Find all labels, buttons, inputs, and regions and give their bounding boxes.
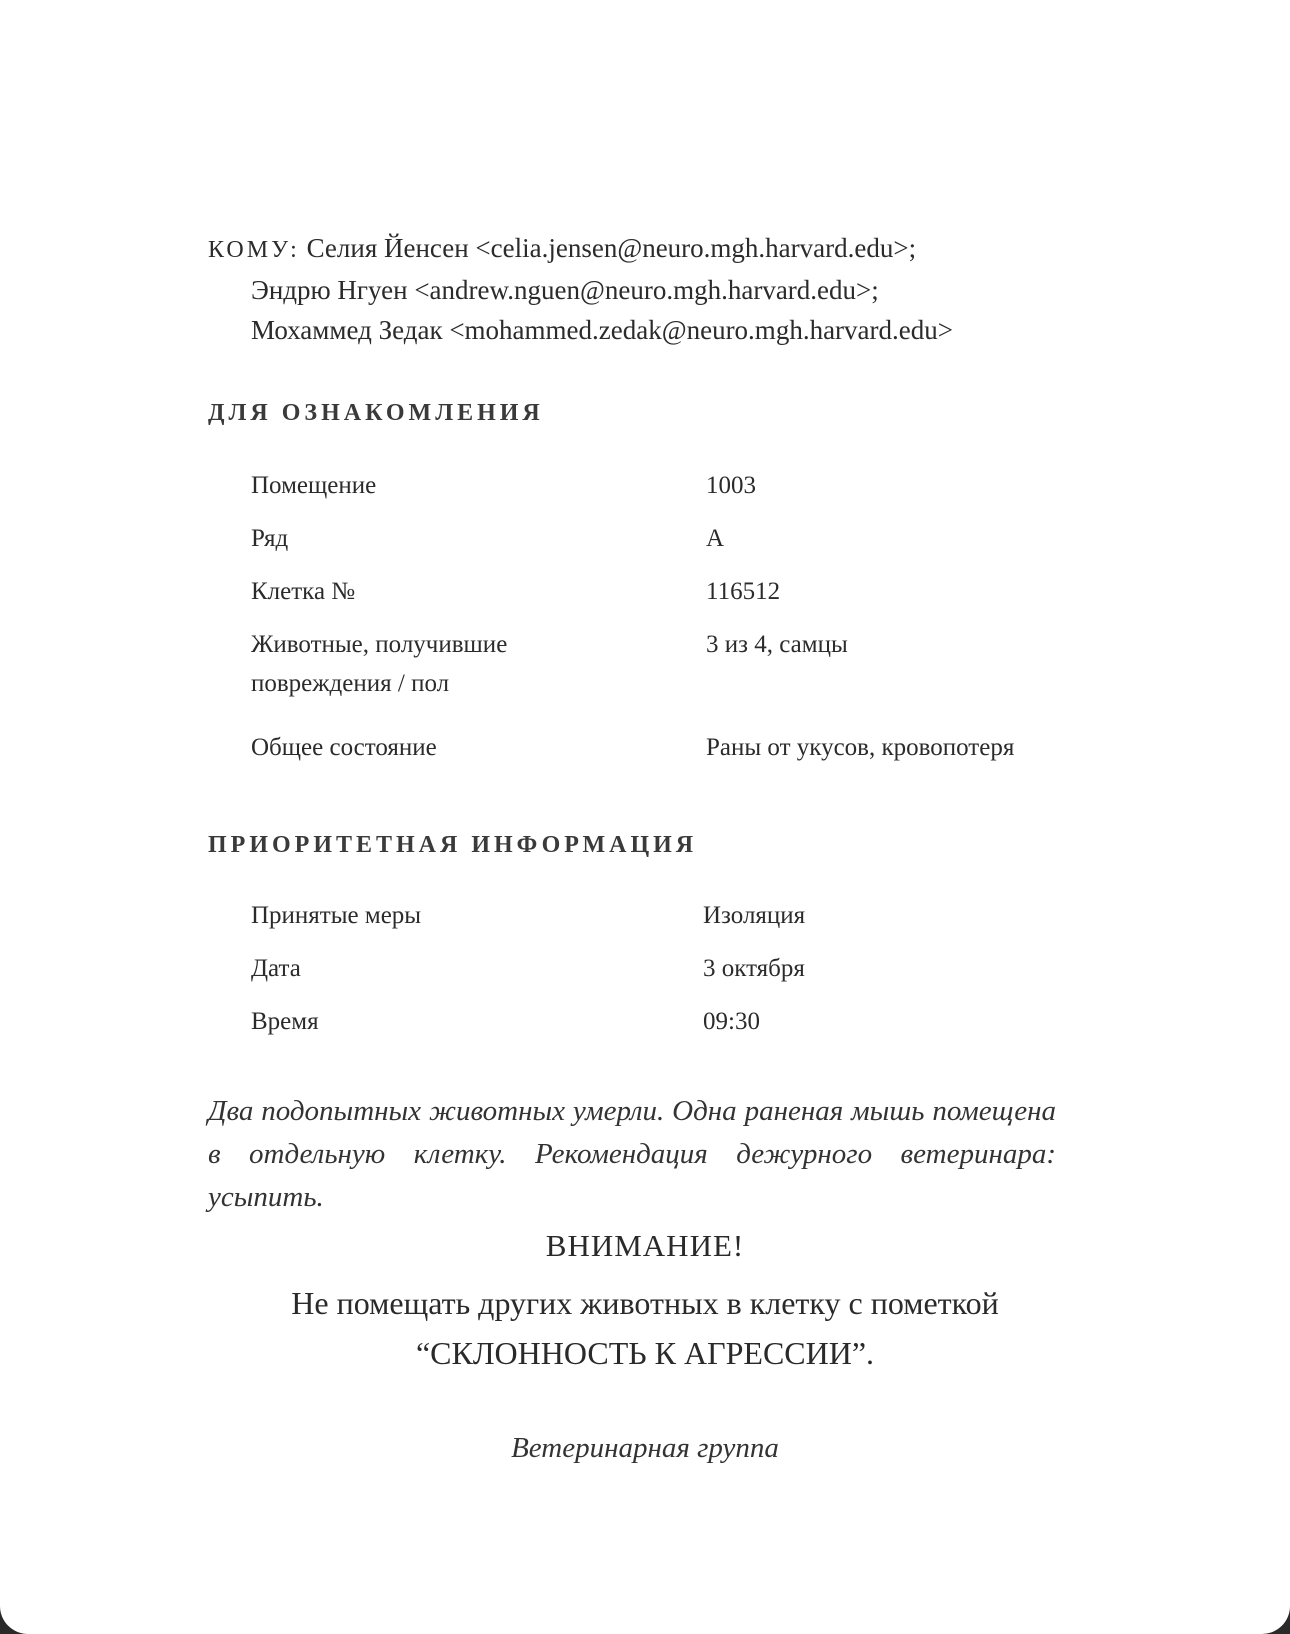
info-key: Помещение	[251, 472, 377, 499]
info-key: Ряд	[251, 525, 289, 552]
info-value: Изоляция	[703, 902, 806, 929]
recipients-block	[208, 228, 953, 350]
incident-note: Два подопытных животных умерли. Одна раненая мышь помещена в отдельную клетку. Рекомендация дежурного ветеринара: усыпить.	[208, 1095, 1056, 1213]
recipient-2: Эндрю Нгуен <andrew.nguen@neuro.mgh.harvard.edu>;	[251, 275, 879, 305]
recipient-line-2	[208, 270, 953, 310]
warning-title: ВНИМАНИЕ!	[545, 1228, 745, 1263]
info-value: Раны от укусов, кровопотеря	[706, 734, 1015, 761]
info-key: Дата	[251, 955, 301, 982]
info-key: Время	[251, 1008, 319, 1035]
info-value: A	[706, 525, 725, 552]
recipient-line-1	[208, 228, 953, 270]
to-label: КОМУ:	[208, 237, 300, 263]
info-value: 1003	[706, 472, 756, 499]
recipient-line-3	[208, 310, 953, 350]
warning-text	[0, 1278, 1290, 1378]
info-key: Принятые меры	[251, 902, 422, 929]
info-section-heading: ДЛЯ ОЗНАКОМЛЕНИЯ	[208, 400, 544, 426]
info-key: Животные, получившие повреждения / пол	[251, 631, 508, 697]
info-value: 3 октября	[703, 955, 805, 982]
info-value: 3 из 4, самцы	[706, 631, 848, 658]
priority-section-heading: ПРИОРИТЕТНАЯ ИНФОРМАЦИЯ	[208, 832, 698, 858]
recipient-1: Селия Йенсен <celia.jensen@neuro.mgh.harvard.edu>;	[306, 233, 917, 263]
info-value: 116512	[706, 578, 781, 605]
info-key: Общее состояние	[251, 734, 437, 761]
recipient-3: Мохаммед Зедак <mohammed.zedak@neuro.mgh.harvard.edu>	[251, 315, 953, 345]
signature: Ветеринарная группа	[511, 1432, 779, 1464]
warning-line-1: Не помещать других животных в клетку с пометкой	[291, 1285, 999, 1321]
info-value: 09:30	[703, 1008, 760, 1035]
info-key: Клетка №	[251, 578, 356, 605]
warning-line-2: “СКЛОННОСТЬ К АГРЕССИИ”.	[415, 1335, 875, 1371]
